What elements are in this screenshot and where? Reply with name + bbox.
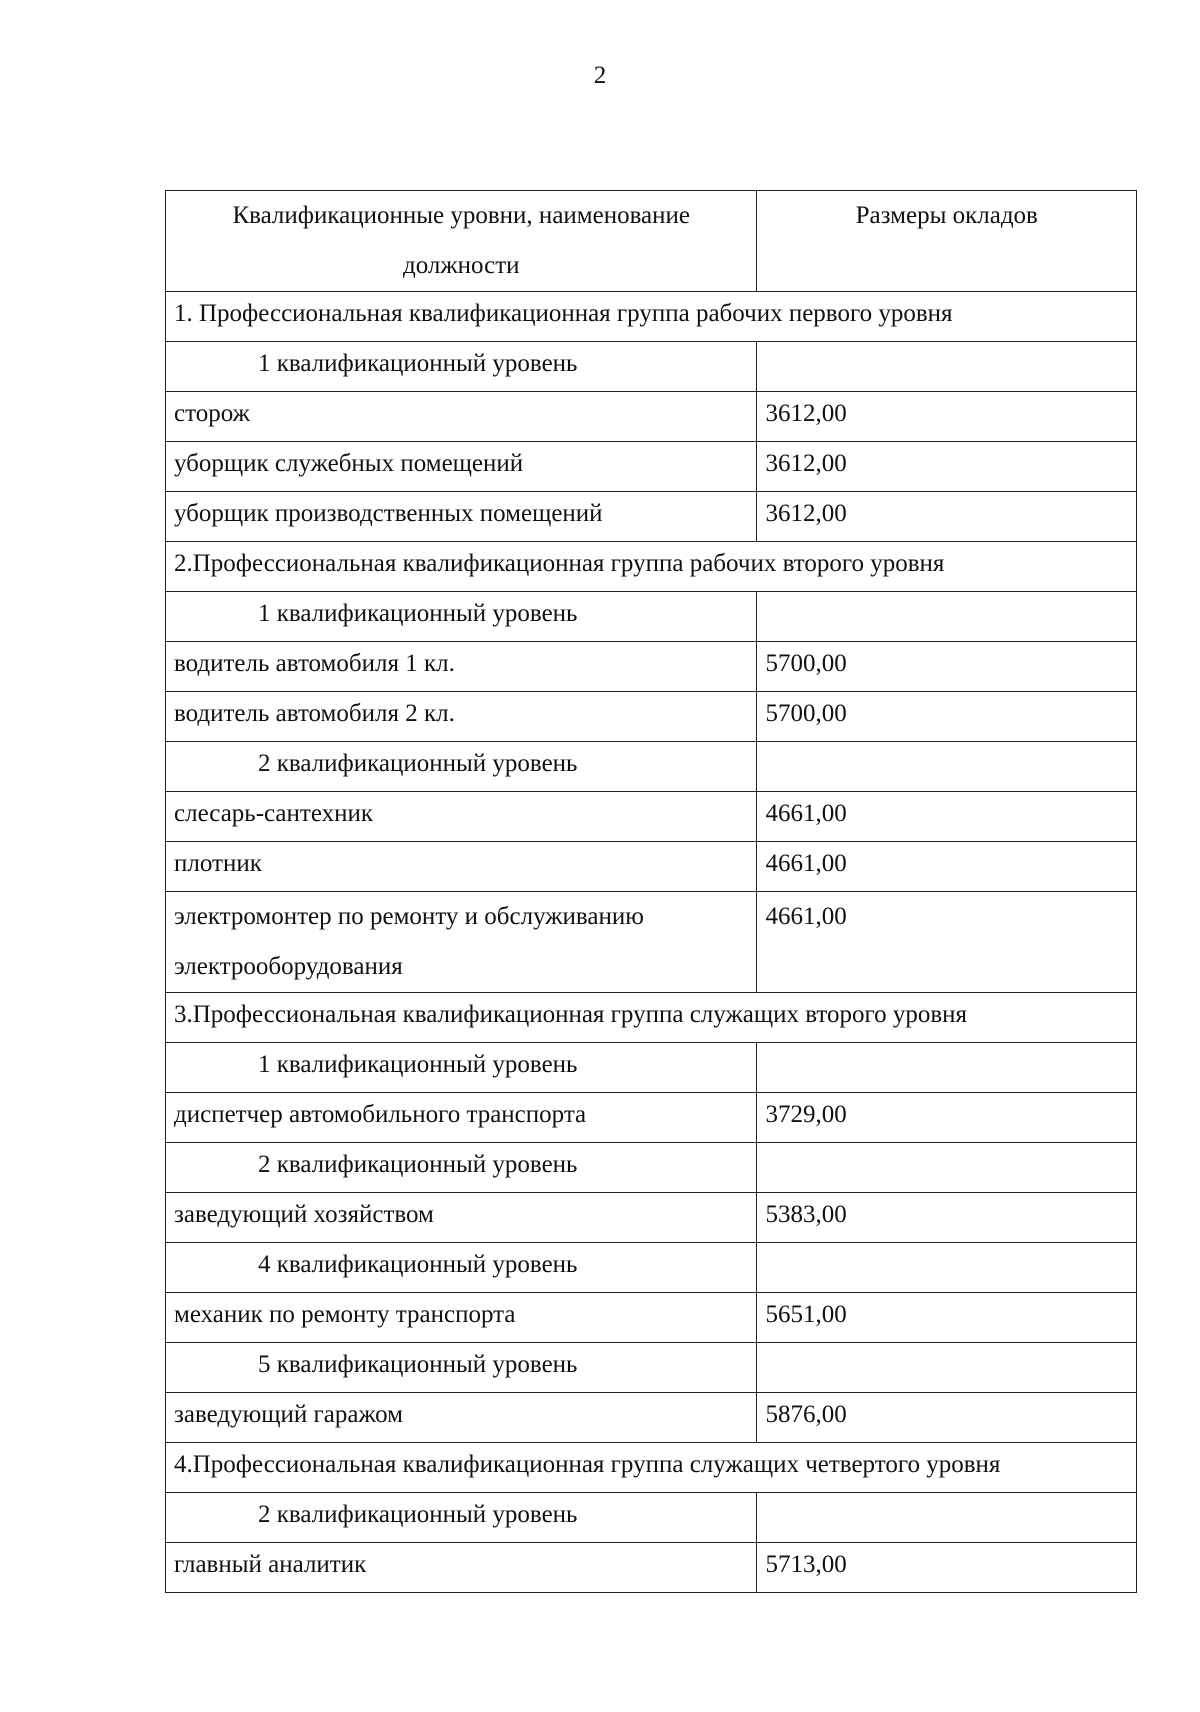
- header-position: Квалификационные уровни, наименование должности: [166, 191, 757, 292]
- group-title: 2.Профессиональная квалификационная группа рабочих второго уровня: [166, 542, 1137, 592]
- position-name: уборщик производственных помещений: [166, 492, 757, 542]
- position-name: диспетчер автомобильного транспорта: [166, 1093, 757, 1143]
- table-row: [166, 1543, 1137, 1593]
- salary-value: [757, 1143, 1137, 1193]
- level-row: [166, 1143, 1137, 1193]
- table-row: [166, 392, 1137, 442]
- position-name: главный аналитик: [166, 1543, 757, 1593]
- group-row: [166, 292, 1137, 342]
- salary-value: [757, 1343, 1137, 1393]
- table-body: [166, 292, 1137, 1593]
- table-row: [166, 492, 1137, 542]
- salary-value: 3729,00: [757, 1093, 1137, 1143]
- table-row: [166, 892, 1137, 993]
- salary-value: [757, 1243, 1137, 1293]
- table-row: [166, 1293, 1137, 1343]
- salary-value: 5700,00: [757, 692, 1137, 742]
- salary-value: [757, 342, 1137, 392]
- level-title: 4 квалификационный уровень: [166, 1243, 757, 1293]
- table-row: [166, 642, 1137, 692]
- position-name: электромонтер по ремонту и обслуживанию электрооборудования: [166, 892, 757, 993]
- salary-value: 5700,00: [757, 642, 1137, 692]
- table-row: [166, 792, 1137, 842]
- position-name: заведующий хозяйством: [166, 1193, 757, 1243]
- group-title: 1. Профессиональная квалификационная группа рабочих первого уровня: [166, 292, 1137, 342]
- salary-value: 5876,00: [757, 1393, 1137, 1443]
- salary-value: 5713,00: [757, 1543, 1137, 1593]
- level-row: [166, 742, 1137, 792]
- group-title: 3.Профессиональная квалификационная группа служащих второго уровня: [166, 993, 1137, 1043]
- position-name: заведующий гаражом: [166, 1393, 757, 1443]
- group-title: 4.Профессиональная квалификационная группа служащих четвертого уровня: [166, 1443, 1137, 1493]
- group-row: [166, 993, 1137, 1043]
- salary-value: [757, 592, 1137, 642]
- position-name: водитель автомобиля 2 кл.: [166, 692, 757, 742]
- salary-table: [165, 190, 1137, 1593]
- level-title: 2 квалификационный уровень: [166, 742, 757, 792]
- salary-value: 5383,00: [757, 1193, 1137, 1243]
- position-name: сторож: [166, 392, 757, 442]
- level-title: 1 квалификационный уровень: [166, 342, 757, 392]
- position-name: водитель автомобиля 1 кл.: [166, 642, 757, 692]
- position-name: плотник: [166, 842, 757, 892]
- level-row: [166, 1493, 1137, 1543]
- salary-value: 5651,00: [757, 1293, 1137, 1343]
- level-row: [166, 592, 1137, 642]
- level-row: [166, 342, 1137, 392]
- table-row: [166, 1393, 1137, 1443]
- header-salary: Размеры окладов: [757, 191, 1137, 292]
- level-row: [166, 1243, 1137, 1293]
- position-name: слесарь-сантехник: [166, 792, 757, 842]
- level-title: 2 квалификационный уровень: [166, 1143, 757, 1193]
- level-title: 1 квалификационный уровень: [166, 1043, 757, 1093]
- salary-value: 4661,00: [757, 842, 1137, 892]
- salary-value: [757, 1043, 1137, 1093]
- position-name: уборщик служебных помещений: [166, 442, 757, 492]
- table-row: [166, 1093, 1137, 1143]
- salary-value: 4661,00: [757, 892, 1137, 993]
- page-number: 2: [593, 62, 607, 89]
- table-row: [166, 842, 1137, 892]
- salary-value: [757, 742, 1137, 792]
- salary-value: 3612,00: [757, 442, 1137, 492]
- salary-value: 4661,00: [757, 792, 1137, 842]
- level-row: [166, 1043, 1137, 1093]
- table-row: [166, 442, 1137, 492]
- salary-value: [757, 1493, 1137, 1543]
- group-row: [166, 1443, 1137, 1493]
- position-name: механик по ремонту транспорта: [166, 1293, 757, 1343]
- salary-value: 3612,00: [757, 392, 1137, 442]
- table-row: [166, 692, 1137, 742]
- table-header-row: [166, 191, 1137, 292]
- level-title: 5 квалификационный уровень: [166, 1343, 757, 1393]
- level-row: [166, 1343, 1137, 1393]
- salary-value: 3612,00: [757, 492, 1137, 542]
- level-title: 2 квалификационный уровень: [166, 1493, 757, 1543]
- table-row: [166, 1193, 1137, 1243]
- level-title: 1 квалификационный уровень: [166, 592, 757, 642]
- group-row: [166, 542, 1137, 592]
